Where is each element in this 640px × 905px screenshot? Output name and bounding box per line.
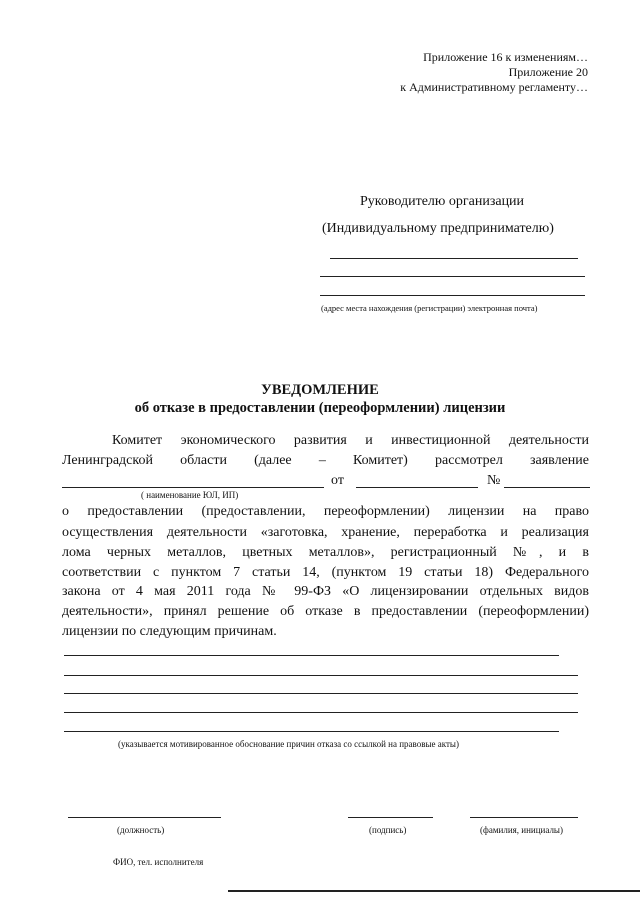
name-blank <box>470 817 578 818</box>
number-blank <box>504 487 590 488</box>
reason-blank-1 <box>64 655 559 656</box>
appendix-line-1: Приложение 16 к изменениям… <box>423 50 588 64</box>
reason-blank-4 <box>64 712 578 713</box>
addressee-blank-3 <box>320 295 585 296</box>
body-line-6: лома черных металлов, цветных металлов», регистрационный №, и в <box>62 545 589 560</box>
appendix-line-3: к Административному регламенту… <box>400 80 588 94</box>
body-line-10: лицензии по следующим причинам. <box>62 624 277 639</box>
document-title: УВЕДОМЛЕНИЕ <box>261 382 379 398</box>
address-hint: (адрес места нахождения (регистрации) электронная почта) <box>321 303 538 313</box>
document-subtitle: об отказе в предоставлении (переоформлении) лицензии <box>134 400 506 416</box>
reason-blank-5 <box>64 731 559 732</box>
body-line-7: соответствии с пунктом 7 статьи 14, (пунктом 19 статьи 18) Федерального <box>62 565 589 580</box>
signature-hint: (подпись) <box>369 825 407 835</box>
reason-blank-3 <box>64 693 578 694</box>
appendix-line-2: Приложение 20 <box>508 65 588 79</box>
body-line-4: о предоставлении (предоставлении, переоформлении) лицензии на право <box>62 504 589 519</box>
name-hint: (фамилия, инициалы) <box>480 825 563 835</box>
executor-label: ФИО, тел. исполнителя <box>113 857 204 867</box>
addressee-blank-1 <box>330 258 578 259</box>
bottom-divider <box>228 890 640 892</box>
reason-blank-2 <box>64 675 578 676</box>
number-label: № <box>487 473 501 488</box>
body-line-1: Комитет экономического развития и инвестиционной деятельности <box>112 433 589 448</box>
org-name-blank <box>62 487 324 488</box>
body-line-9: деятельности», принял решение об отказе в предоставлении (переоформлении) <box>62 604 589 619</box>
body-line-8: закона от 4 мая 2011 года № 99-ФЗ «О лицензировании отдельных видов <box>62 584 589 599</box>
signature-blank <box>348 817 433 818</box>
date-label: от <box>331 473 344 488</box>
addressee-blank-2 <box>320 276 585 277</box>
date-blank <box>356 487 478 488</box>
addressee-line-1: Руководителю организации <box>360 194 525 209</box>
reason-hint: (указывается мотивированное обоснование причин отказа со ссылкой на правовые акты) <box>118 739 459 749</box>
org-name-hint: ( наименование ЮЛ, ИП) <box>141 490 239 500</box>
body-line-5: осуществления деятельности «заготовка, хранение, переработка и реализация <box>62 525 589 540</box>
position-blank <box>68 817 221 818</box>
addressee-line-2: (Индивидуальному предпринимателю) <box>322 221 554 236</box>
position-hint: (должность) <box>117 825 165 835</box>
body-line-2: Ленинградской области (далее – Комитет) рассмотрел заявление <box>62 453 589 468</box>
